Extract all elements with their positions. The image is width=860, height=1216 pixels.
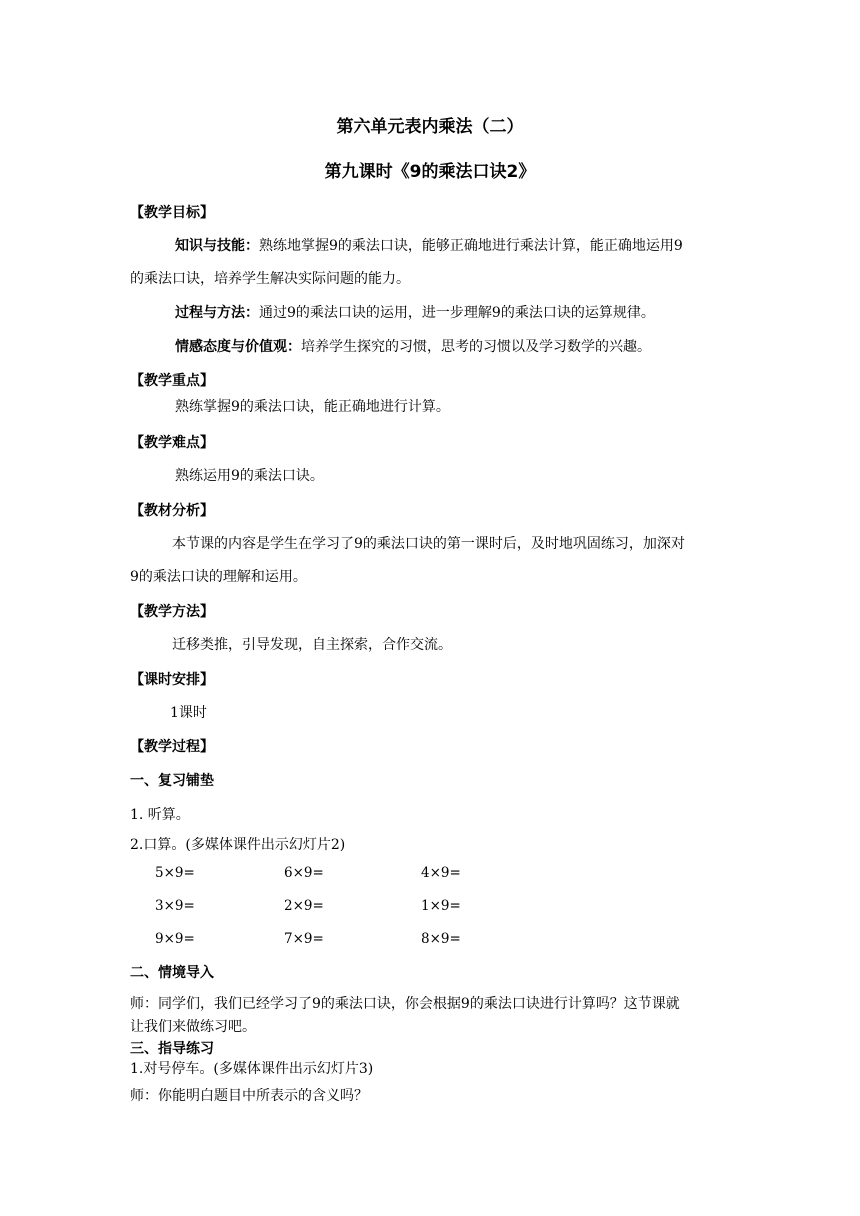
section-review-heading: 一、复习铺垫 <box>130 773 214 789</box>
calc-cell: 4×9= <box>421 865 461 881</box>
section-practice-heading: 三、指导练习 <box>130 1041 214 1057</box>
emotion-label: 情感态度与价值观： <box>175 339 301 355</box>
unit-title: 第六单元表内乘法（二） <box>336 117 524 137</box>
method-heading: 【教学方法】 <box>130 604 214 620</box>
practice-item-1: 1.对号停车。(多媒体课件出示幻灯片3) <box>130 1061 374 1077</box>
method-text: 迁移类推，引导发现，自主探索，合作交流。 <box>172 637 452 653</box>
intro-text-cont: 让我们来做练习吧。 <box>130 1019 256 1035</box>
analysis-heading: 【教材分析】 <box>130 503 214 519</box>
goal-emotion <box>175 337 651 357</box>
calc-cell: 2×9= <box>284 898 324 914</box>
difficulty-text: 熟练运用9的乘法口诀。 <box>175 468 324 484</box>
schedule-text: 1课时 <box>170 705 207 721</box>
schedule-heading: 【课时安排】 <box>130 672 214 688</box>
difficulty-heading: 【教学难点】 <box>130 435 214 451</box>
review-item-1: 1. 听算。 <box>130 807 190 823</box>
calc-cell: 5×9= <box>155 865 195 881</box>
process-heading: 【教学过程】 <box>130 739 214 755</box>
analysis-text-cont: 9的乘法口诀的理解和运用。 <box>130 569 307 585</box>
key-heading: 【教学重点】 <box>130 373 214 389</box>
calc-cell: 7×9= <box>284 931 324 947</box>
knowledge-text-cont: 的乘法口诀，培养学生解决实际问题的能力。 <box>130 271 410 287</box>
practice-text: 师：你能明白题目中所表示的含义吗？ <box>130 1088 368 1104</box>
process-label: 过程与方法： <box>175 305 259 321</box>
goal-knowledge <box>175 236 683 256</box>
intro-text: 师：同学们，我们已经学习了9的乘法口诀，你会根据9的乘法口诀进行计算吗？这节课就 <box>130 996 680 1012</box>
goal-process <box>175 303 655 323</box>
calc-cell: 3×9= <box>155 898 195 914</box>
emotion-text: 培养学生探究的习惯，思考的习惯以及学习数学的兴趣。 <box>301 339 651 355</box>
calc-cell: 1×9= <box>421 898 461 914</box>
knowledge-label: 知识与技能： <box>175 238 259 254</box>
goals-heading: 【教学目标】 <box>130 205 214 221</box>
calc-cell: 9×9= <box>155 931 195 947</box>
analysis-text: 本节课的内容是学生在学习了9的乘法口诀的第一课时后，及时地巩固练习，加深对 <box>172 536 685 552</box>
calc-cell: 6×9= <box>284 865 324 881</box>
knowledge-text: 熟练地掌握9的乘法口诀，能够正确地进行乘法计算，能正确地运用9 <box>259 238 683 254</box>
calc-cell: 8×9= <box>421 931 461 947</box>
lesson-title: 第九课时《9的乘法口诀2》 <box>324 162 536 182</box>
process-text: 通过9的乘法口诀的运用，进一步理解9的乘法口诀的运算规律。 <box>259 305 655 321</box>
review-item-2: 2.口算。(多媒体课件出示幻灯片2) <box>130 837 346 853</box>
section-intro-heading: 二、情境导入 <box>130 965 214 981</box>
key-text: 熟练掌握9的乘法口诀，能正确地进行计算。 <box>175 399 450 415</box>
